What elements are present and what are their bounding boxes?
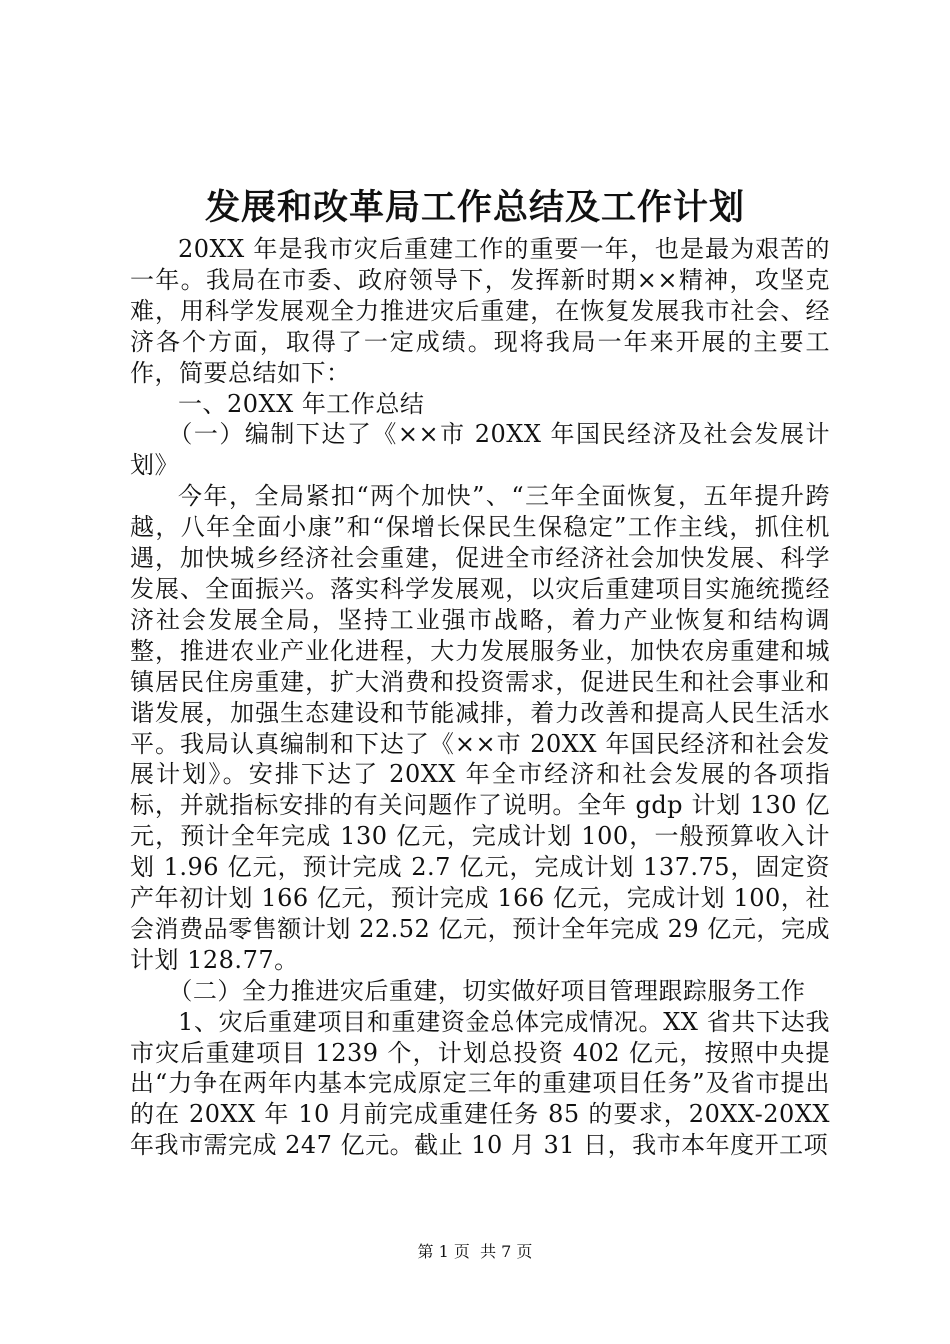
paragraph-reconstruction-status: 1、灾后重建项目和重建资金总体完成情况。XX 省共下达我市灾后重建项目 1239 个，计划总投资 402 亿元，按照中央提出“力争在两年内基本完成原定三年的重建项目任务”及省市提出的在 20XX 年 10 月前完成重建任务 85 的要求，20XX-20XX 年我市需完成 247 亿元。截止 10 月 31 日，我市本年度开工项 <box>130 1007 830 1160</box>
page-number: 第 1 页 <box>417 1242 470 1261</box>
document-title: 发展和改革局工作总结及工作计划 <box>204 187 745 228</box>
subsection-heading-plan: （一）编制下达了《××市 20XX 年国民经济及社会发展计划》 <box>130 420 830 480</box>
subsection-heading-reconstruction: （二）全力推进灾后重建，切实做好项目管理跟踪服务工作 <box>168 976 806 1005</box>
section-heading-summary: 一、20XX 年工作总结 <box>178 389 425 418</box>
paragraph-plan-details: 今年，全局紧扣“两个加快”、“三年全面恢复，五年提升跨越，八年全面小康”和“保增长保民生保稳定”工作主线，抓住机遇，加快城乡经济社会重建，促进全市经济社会加快发展、科学发展、全面振兴。落实科学发展观，以灾后重建项目实施统揽经济社会发展全局，坚持工业强市战略，着力产业恢复和结构调整，推进农业产业化进程，大力发展服务业，加快农房重建和城镇居民住房重建，扩大消费和投资需求，促进民生和社会事业和谐发展，加强生态建设和节能减排，着力改善和提高人民生活水平。我局认真编制和下达了《××市 20XX 年国民经济和社会发展计划》。安排下达了 20XX 年全市经济和社会发展的各项指标，并就指标安排的有关问题作了说明。全年 gdp 计划 130 亿元，预计全年完成 130 亿元，完成计划 100，一般预算收入计划 1.96 亿元，预计完成 2.7 亿元，完成计划 137.75，固定资产年初计划 166 亿元，预计完成 166 亿元，完成计划 100，社会消费品零售额计划 22.52 亿元，预计全年完成 29 亿元，完成计划 128.77。 <box>130 482 830 974</box>
page-total: 共 7 页 <box>480 1242 533 1261</box>
document-body <box>130 234 830 1161</box>
page-footer <box>0 1240 950 1264</box>
paragraph-intro: 20XX 年是我市灾后重建工作的重要一年，也是最为艰苦的一年。我局在市委、政府领导下，发挥新时期××精神，攻坚克难，用科学发展观全力推进灾后重建，在恢复发展我市社会、经济各个方面，取得了一定成绩。现将我局一年来开展的主要工作，简要总结如下： <box>130 235 830 387</box>
